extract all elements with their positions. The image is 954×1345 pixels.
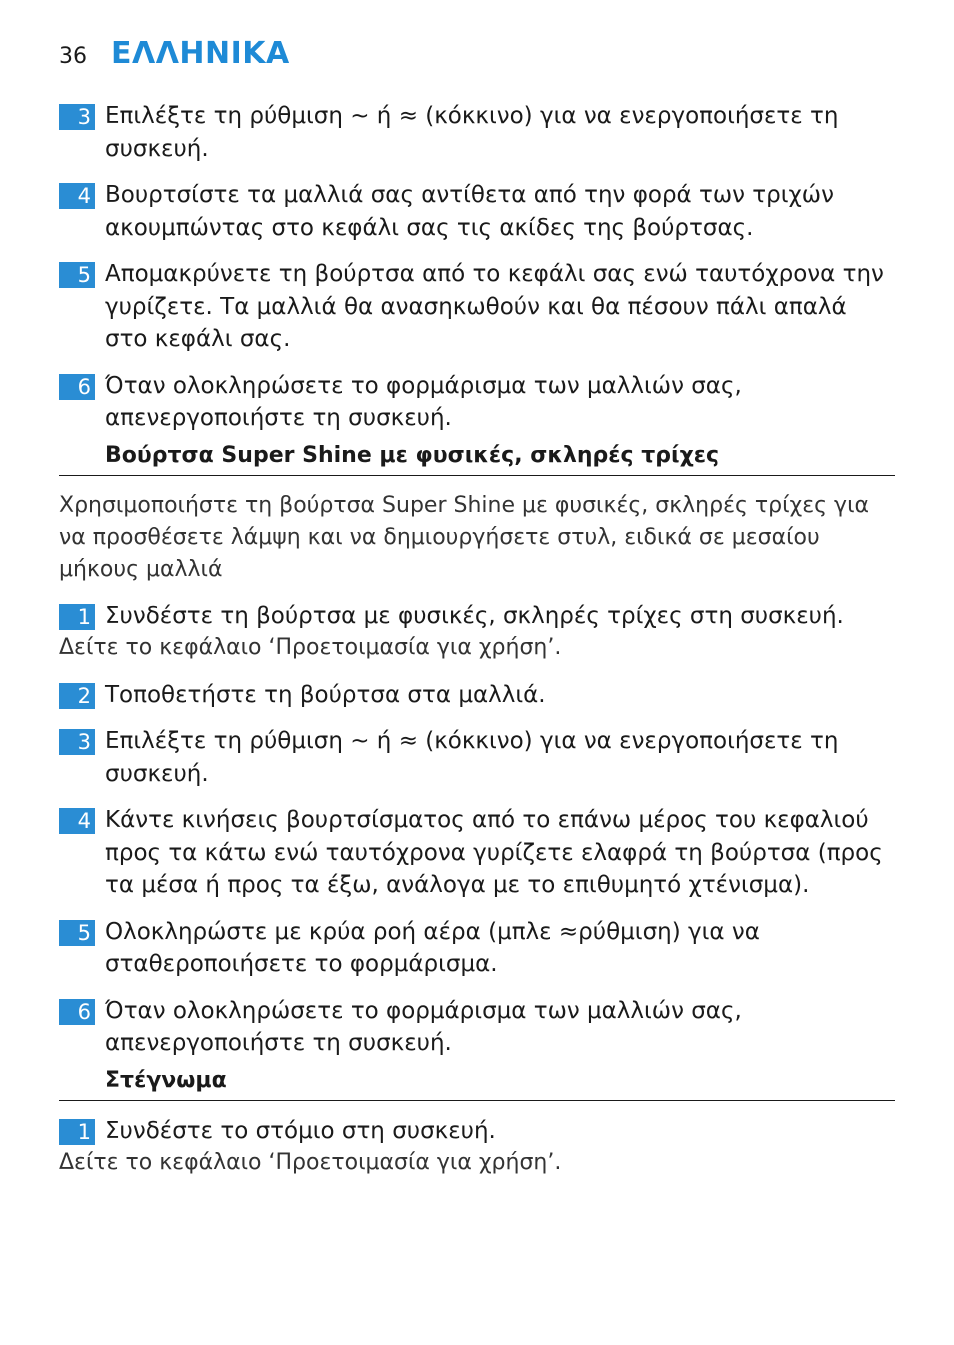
step-note: Δείτε το κεφάλαιο ‘Προετοιμασία για χρήση’. xyxy=(59,1150,562,1175)
step-number-badge: 6 xyxy=(59,374,95,400)
page-language-title: ΕΛΛΗΝΙΚΑ xyxy=(111,36,290,71)
step-number-badge: 4 xyxy=(59,183,95,209)
step-item xyxy=(59,916,895,981)
step-number-badge: 3 xyxy=(59,104,95,130)
step-number-badge: 3 xyxy=(59,729,95,755)
step-item xyxy=(59,370,895,435)
step-text: Απομακρύνετε τη βούρτσα από το κεφάλι σας ενώ ταυτόχρονα την γυρίζετε. Τα μαλλιά θα ανασηκωθούν και θα πέσουν πάλι απαλά στο κεφάλι σας. xyxy=(105,261,884,352)
step-text: Επιλέξτε τη ρύθμιση ~ ή ≈ (κόκκινο) για να ενεργοποιήσετε τη συσκευή. xyxy=(105,728,839,787)
step-item xyxy=(59,1115,895,1180)
step-number-badge: 1 xyxy=(59,1119,95,1145)
page-header xyxy=(59,36,290,71)
step-number-badge: 1 xyxy=(59,604,95,630)
step-text: Βουρτσίστε τα μαλλιά σας αντίθετα από την φορά των τριχών ακουμπώντας στο κεφάλι σας τις ακίδες της βούρτσας. xyxy=(105,182,834,241)
step-text: Ολοκληρώστε με κρύα ροή αέρα (μπλε ≈ρύθμιση) για να σταθεροποιήσετε το φορμάρισμα. xyxy=(105,918,760,977)
step-item xyxy=(59,725,895,790)
step-item xyxy=(59,600,895,665)
step-number-badge: 2 xyxy=(59,683,95,709)
step-number-badge: 6 xyxy=(59,999,95,1025)
page-content xyxy=(59,100,895,1194)
step-text: Όταν ολοκληρώσετε το φορμάρισμα των μαλλιών σας, απενεργοποιήστε τη συσκευή. xyxy=(105,997,742,1056)
step-item xyxy=(59,179,895,244)
step-text: Όταν ολοκληρώσετε το φορμάρισμα των μαλλιών σας, απενεργοποιήστε τη συσκευή. xyxy=(105,372,742,431)
section-intro: Χρησιμοποιήστε τη βούρτσα Super Shine με φυσικές, σκληρές τρίχες για να προσθέσετε λάμψη και να δημιουργήσετε στυλ, ειδικά σε μεσαίου μήκους μαλλιά xyxy=(59,492,870,582)
step-text: Συνδέστε το στόμιο στη συσκευή. xyxy=(105,1117,496,1144)
step-text: Συνδέστε τη βούρτσα με φυσικές, σκληρές τρίχες στη συσκευή. xyxy=(105,602,844,629)
step-item xyxy=(59,995,895,1060)
step-item xyxy=(59,100,895,165)
step-number-badge: 5 xyxy=(59,920,95,946)
step-text: Επιλέξτε τη ρύθμιση ~ ή ≈ (κόκκινο) για να ενεργοποιήσετε τη συσκευή. xyxy=(105,103,839,162)
step-text: Τοποθετήστε τη βούρτσα στα μαλλιά. xyxy=(105,681,546,708)
step-item xyxy=(59,804,895,902)
step-text: Κάντε κινήσεις βουρτσίσματος από το επάνω μέρος του κεφαλιού προς τα κάτω ενώ ταυτόχρονα γυρίζετε ελαφρά τη βούρτσα (προς τα μέσα ή προς τα έξω, ανάλογα με το επιθυμητό χτένισμα). xyxy=(105,807,883,898)
section-heading-drying: Στέγνωμα xyxy=(59,1064,895,1101)
step-number-badge: 4 xyxy=(59,808,95,834)
step-item xyxy=(59,258,895,356)
step-note: Δείτε το κεφάλαιο ‘Προετοιμασία για χρήση’. xyxy=(59,635,562,660)
step-number-badge: 5 xyxy=(59,262,95,288)
step-item xyxy=(59,679,895,712)
section-heading-super-shine: Βούρτσα Super Shine με φυσικές, σκληρές τρίχες xyxy=(59,439,895,476)
page-number: 36 xyxy=(59,44,87,69)
